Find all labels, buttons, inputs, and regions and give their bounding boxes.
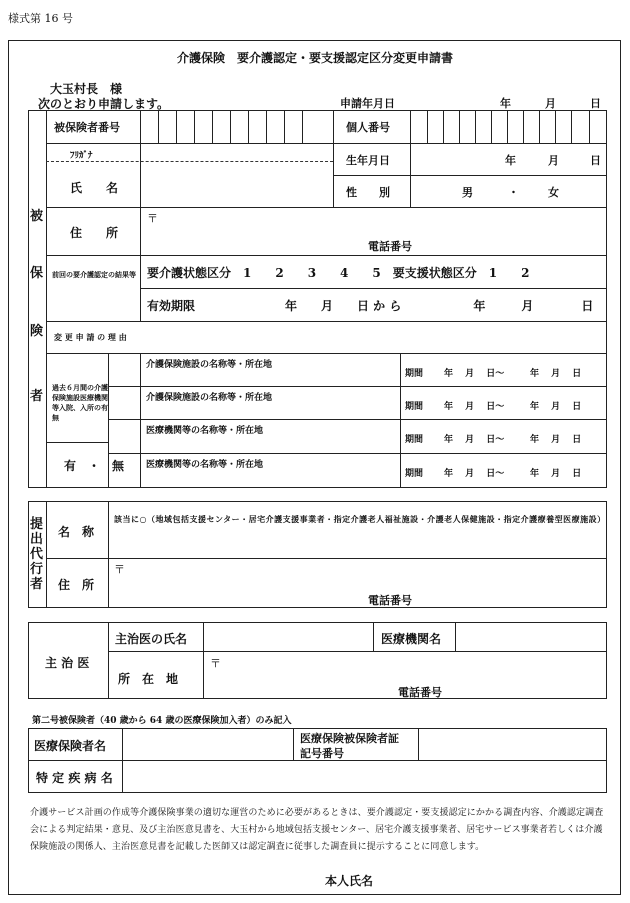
name-label: 氏 名 — [70, 181, 119, 195]
facility-row-1-period: 期間 — [405, 369, 424, 379]
agent-label-5: 者 — [30, 577, 44, 592]
card-number-label-2: 記号番号 — [300, 747, 344, 760]
insured-section-label-4: 者 — [30, 389, 44, 404]
consent-text: 介護サービス計画の作成等介護保険事業の適切な運営のために必要があるときは、要介護認定・要支援認定にかかる調査内容、介護認定調査会による判定結果・意見、及び主治医意見書を、大玉村から地域包括支援センター、居宅介護支援事業者、居宅サービス事業者若しくは介護保険施設の関係人、主治医意見書を記載した医師又は認定調査に従事した調査員に提示することに同意します。 — [30, 808, 604, 852]
intro-text: 次のとおり申請します。 — [38, 97, 170, 111]
agent-postal-mark: 〒 — [114, 563, 125, 576]
previous-result-label: 前回の要介護認定の結果等 — [52, 270, 136, 279]
sex-female-option[interactable]: 女 — [548, 186, 559, 199]
facility-row-1-label: 介護保険施設の名称等・所在地 — [146, 360, 273, 370]
doctor-name-label: 主治医の氏名 — [115, 632, 188, 646]
insured-section-label-2: 保 — [30, 266, 44, 281]
facility-row-4-to: 年 月 日 — [530, 469, 582, 479]
valid-period-dates: 年 月 日 か ら 年 月 日 — [285, 299, 594, 313]
agent-label-2: 出 — [30, 532, 44, 547]
insured-section-label-3: 険 — [30, 324, 44, 339]
physician-location-label: 所 在 地 — [118, 672, 179, 686]
institution-label: 医療機関名 — [381, 632, 442, 646]
agent-name-label: 名 称 — [58, 525, 95, 539]
personal-number-label: 個人番号 — [346, 121, 390, 134]
form-title: 介護保険 要介護認定・要支援認定区分変更申請書 — [176, 51, 453, 65]
form-number: 様式第 16 号 — [8, 12, 73, 25]
facility-row-2-period: 期間 — [405, 402, 424, 412]
agent-label-3: 代 — [30, 547, 44, 562]
application-day: 日 — [590, 97, 601, 110]
agent-address-label: 住 所 — [58, 578, 95, 592]
facility-row-4-from: 年 月 日〜 — [444, 469, 505, 479]
furigana-label: ﾌﾘｶﾞﾅ — [70, 151, 93, 161]
facility-history-label: 過去６月間の介護保険施設医療機関等入院、入所の有無 — [52, 383, 108, 422]
facility-row-2-from: 年 月 日〜 — [444, 402, 505, 412]
facility-row-2-to: 年 月 日 — [530, 402, 582, 412]
birth-month: 月 — [548, 154, 559, 167]
agent-type-note[interactable]: 該当に○（地域包括支援センター・居宅介護支援事業者・指定介護老人福祉施設・介護老人保健施設・指定介護療養型医療施設） — [114, 514, 606, 524]
insured-number-label: 被保険者番号 — [54, 121, 120, 134]
application-month: 月 — [545, 97, 556, 110]
facility-yes-no[interactable]: 有 ・ 無 — [64, 459, 125, 473]
sex-separator: ・ — [508, 186, 519, 199]
facility-row-2-label: 介護保険施設の名称等・所在地 — [146, 393, 273, 403]
postal-mark: 〒 — [147, 212, 158, 225]
agent-label-1: 提 — [30, 517, 44, 532]
facility-row-3-period: 期間 — [405, 435, 424, 445]
second-insured-heading: 第二号被保険者（40 歳から 64 歳の医療保険加入者）のみ記入 — [32, 716, 292, 726]
facility-row-4-period: 期間 — [405, 469, 424, 479]
specified-disease-label: 特 定 疾 病 名 — [36, 771, 113, 785]
facility-row-3-from: 年 月 日〜 — [444, 435, 505, 445]
insured-section-label-1: 被 — [30, 209, 44, 224]
physician-section-label: 主 治 医 — [45, 656, 90, 670]
signature-label: 本人氏名 — [325, 874, 374, 888]
facility-row-3-to: 年 月 日 — [530, 435, 582, 445]
phone-label: 電話番号 — [368, 240, 412, 253]
physician-postal-mark: 〒 — [210, 657, 221, 670]
birth-year: 年 — [505, 154, 516, 167]
agent-phone-label: 電話番号 — [368, 594, 412, 607]
addressee: 大玉村長 様 — [50, 82, 123, 96]
physician-phone-label: 電話番号 — [398, 686, 442, 699]
facility-row-1-from: 年 月 日〜 — [444, 369, 505, 379]
change-reason-label: 変 更 申 請 の 理 由 — [54, 332, 127, 342]
sex-male-option[interactable]: 男 — [462, 186, 473, 199]
application-date-label: 申請年月日 — [340, 97, 395, 110]
address-label: 住 所 — [70, 226, 119, 240]
care-level-options[interactable]: 要介護状態区分 1 2 3 4 5 要支援状態区分 1 2 — [147, 266, 530, 280]
facility-row-1-to: 年 月 日 — [530, 369, 582, 379]
birth-date-label: 生年月日 — [346, 154, 390, 167]
facility-row-4-label: 医療機関等の名称等・所在地 — [146, 460, 264, 470]
insurer-label: 医療保険者名 — [34, 739, 107, 753]
facility-row-3-label: 医療機関等の名称等・所在地 — [146, 426, 264, 436]
card-number-label-1: 医療保険被保険者証 — [300, 732, 399, 745]
sex-label: 性 別 — [346, 186, 390, 199]
application-year: 年 — [500, 97, 511, 110]
agent-label-4: 行 — [30, 562, 44, 577]
birth-day: 日 — [590, 154, 601, 167]
valid-period-label: 有効期限 — [147, 299, 196, 313]
